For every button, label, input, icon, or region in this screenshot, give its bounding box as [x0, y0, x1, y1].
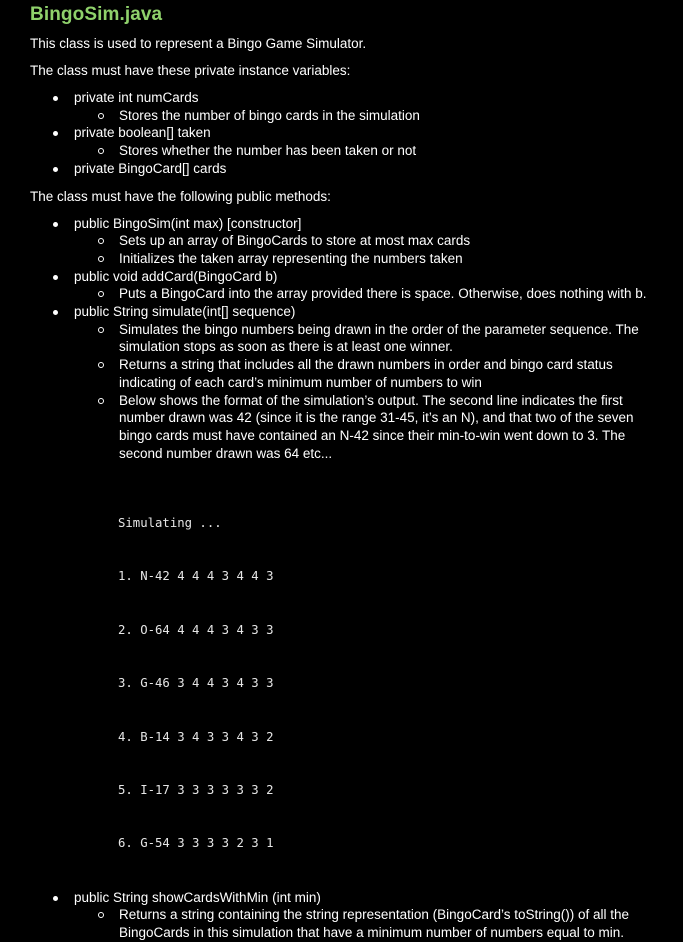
sub-list	[74, 906, 653, 941]
sample-output-block	[118, 479, 653, 888]
sub-list-item: Puts a BingoCard into the array provided there is space. Otherwise, does nothing with b.	[30, 285, 653, 303]
sub-list-item: Simulates the bingo numbers being drawn in the order of the parameter sequence. The simulation stops as soon as there is at least one winner.	[30, 321, 653, 356]
list-item	[30, 160, 653, 178]
sub-list	[74, 285, 653, 303]
method-decl: public String simulate(int[] sequence)	[74, 304, 296, 320]
list-item	[30, 268, 653, 303]
sub-list-item: Returns a string containing the string representation (BingoCard’s toString()) of all the BingoCards in this simulation that have a minimum number of numbers equal to min.	[30, 906, 653, 941]
method-decl: public String showCardsWithMin (int min)	[74, 889, 321, 905]
code-line: 1. N-42 4 4 4 3 4 4 3	[118, 569, 274, 584]
code-line: 4. B-14 3 4 3 3 4 3 2	[118, 729, 274, 744]
method-decl: public BingoSim(int max) [constructor]	[74, 215, 302, 231]
list-item	[30, 89, 653, 124]
methods-list	[30, 215, 653, 942]
intro-text: This class is used to represent a Bingo Game Simulator.	[30, 36, 367, 51]
variables-list	[30, 89, 653, 178]
list-item	[30, 215, 653, 268]
code-line: 2. O-64 4 4 4 3 4 3 3	[118, 622, 274, 637]
variables-heading: The class must have these private instance variables:	[30, 63, 351, 78]
sub-list	[74, 232, 653, 267]
list-item	[30, 889, 653, 942]
sub-list-item: Below shows the format of the simulation’s output. The second line indicates the first number drawn was 42 (since it is the range 31-45, it’s an N), and that two of the seven bingo cards must have contained an N-42 since their min-to-win went down to 3. The second number drawn was 64 etc...	[30, 392, 653, 463]
sub-list-item: Sets up an array of BingoCards to store at most max cards	[30, 232, 653, 250]
sub-list-item: Returns a string that includes all the drawn numbers in order and bingo card status indicating of each card’s minimum number of numbers to win	[30, 356, 653, 391]
code-line: 6. G-54 3 3 3 3 2 3 1	[118, 836, 274, 851]
sub-list-item: Stores whether the number has been taken or not	[30, 142, 653, 160]
code-line: 3. G-46 3 4 4 3 4 3 3	[118, 676, 274, 691]
variable-decl: private boolean[] taken	[74, 125, 211, 141]
list-item	[30, 303, 653, 889]
code-line: 5. I-17 3 3 3 3 3 3 2	[118, 782, 274, 797]
sub-list	[74, 107, 653, 125]
page-title: BingoSim.java	[30, 4, 163, 25]
list-item	[30, 124, 653, 159]
variable-decl: private BingoCard[] cards	[74, 160, 227, 176]
methods-heading: The class must have the following public methods:	[30, 188, 331, 204]
sub-list	[74, 142, 653, 160]
method-decl: public void addCard(BingoCard b)	[74, 268, 278, 284]
sub-list-item: Stores the number of bingo cards in the simulation	[30, 107, 653, 125]
sub-list	[74, 321, 653, 463]
code-line: Simulating ...	[118, 515, 222, 530]
variable-decl: private int numCards	[74, 90, 199, 105]
sub-list-item: Initializes the taken array representing the numbers taken	[30, 250, 653, 268]
